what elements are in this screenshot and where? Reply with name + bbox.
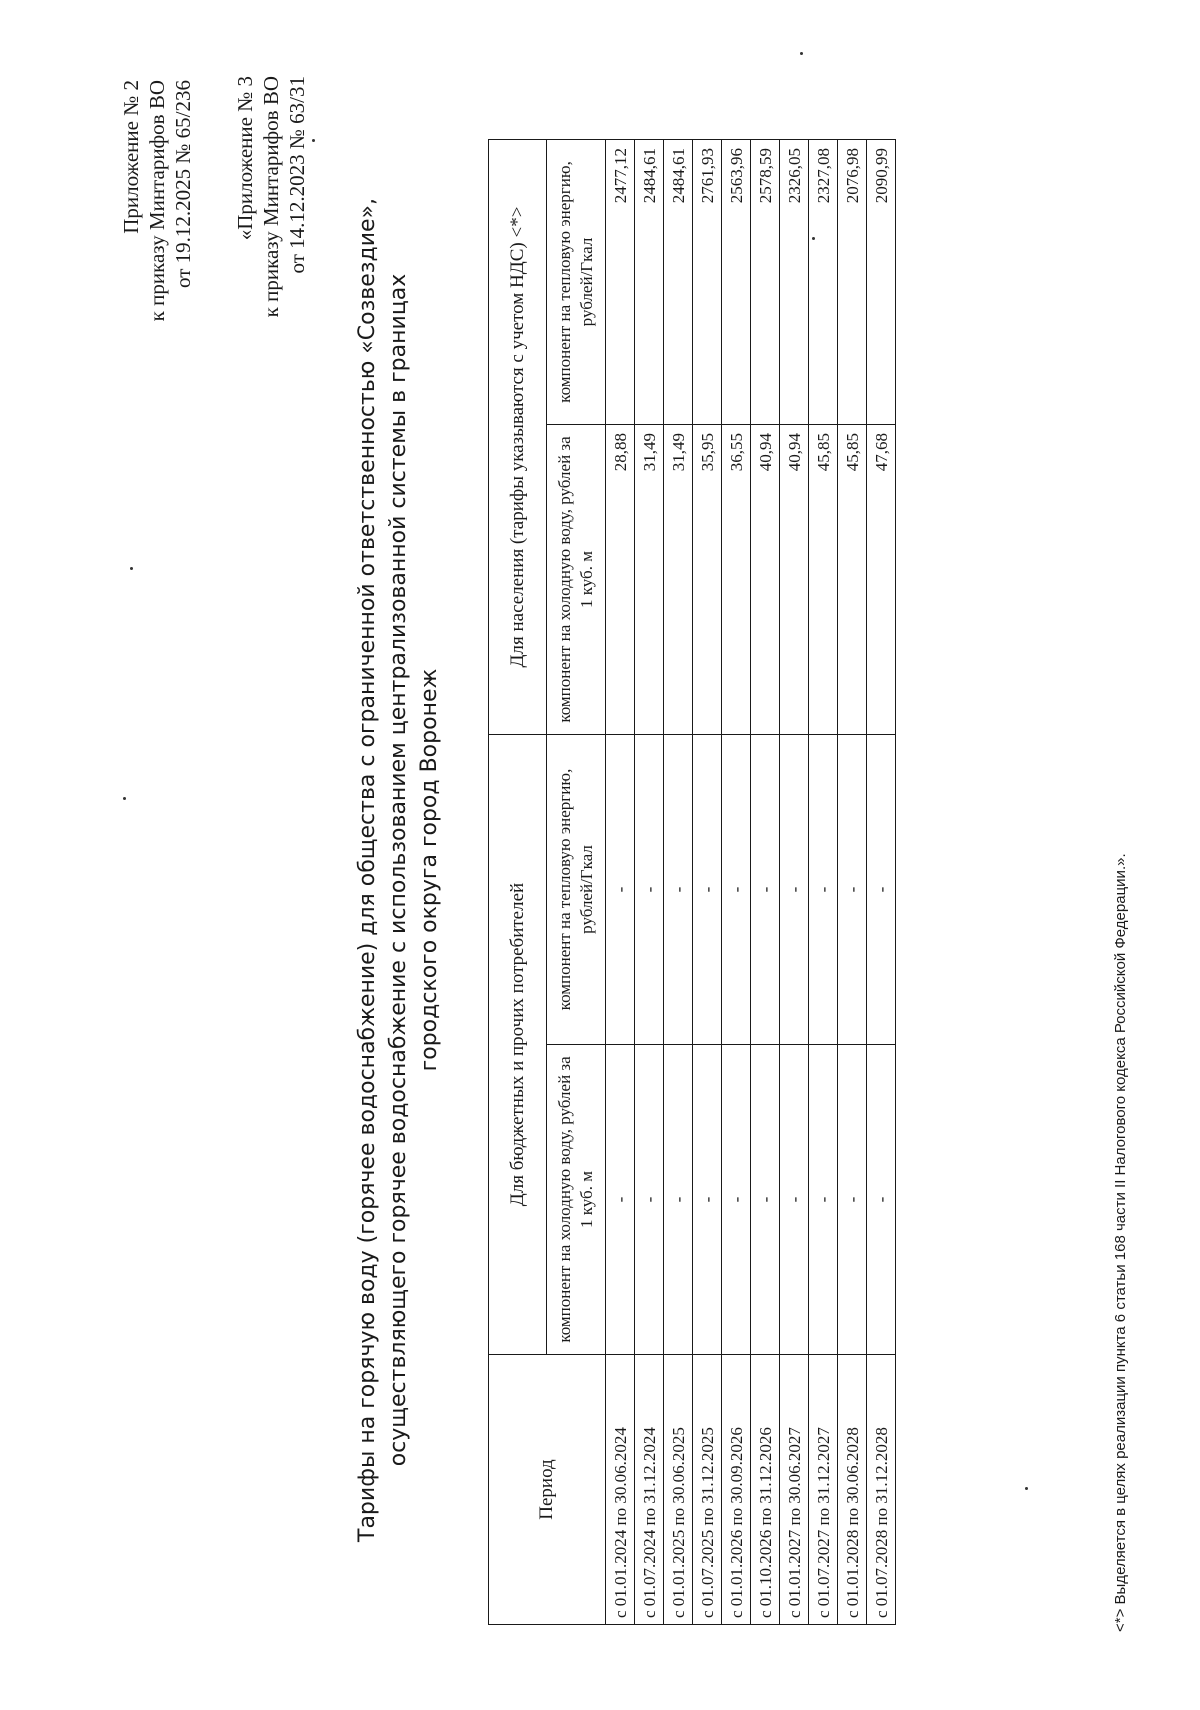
scan-speck [312, 139, 315, 142]
budget-water-cell: - [751, 1045, 780, 1355]
population-heat-cell: 2484,61 [664, 140, 693, 425]
scan-speck [800, 52, 803, 55]
annex-reference-previous [232, 76, 310, 496]
scan-speck [123, 797, 126, 800]
header-period: Период [489, 1355, 606, 1625]
population-heat-cell: 2327,08 [809, 140, 838, 425]
period-cell: с 01.10.2026 по 31.12.2026 [751, 1355, 780, 1625]
population-water-cell: 40,94 [751, 425, 780, 735]
population-heat-cell: 2578,59 [751, 140, 780, 425]
period-cell: с 01.07.2024 по 31.12.2024 [635, 1355, 664, 1625]
table-row [780, 140, 809, 1625]
budget-water-cell: - [693, 1045, 722, 1355]
table-row [751, 140, 780, 1625]
tariff-table [488, 139, 896, 1625]
budget-water-cell: - [722, 1045, 751, 1355]
budget-water-cell: - [664, 1045, 693, 1355]
title-line: Тарифы на горячую воду (горячее водоснабжение) для общества с ограниченной ответственностью «Созвездие», [355, 198, 380, 1542]
table-row [693, 140, 722, 1625]
header-budget-heat: компонент на тепловую энергию, рублей/Гкал [547, 735, 606, 1045]
annex-number: Приложение № 2 [119, 80, 143, 234]
budget-heat-cell: - [693, 735, 722, 1045]
scan-speck [1025, 1487, 1028, 1490]
population-heat-cell: 2477,12 [606, 140, 635, 425]
table-row [635, 140, 664, 1625]
period-cell: с 01.07.2027 по 31.12.2027 [809, 1355, 838, 1625]
population-water-cell: 31,49 [635, 425, 664, 735]
period-cell: с 01.01.2026 по 30.09.2026 [722, 1355, 751, 1625]
title-line: городского округа город Воронеж [417, 668, 442, 1072]
budget-heat-cell: - [809, 735, 838, 1045]
budget-heat-cell: - [780, 735, 809, 1045]
population-water-cell: 31,49 [664, 425, 693, 735]
annex-order-ref: к приказу Минтарифов ВО [145, 80, 169, 322]
budget-water-cell: - [606, 1045, 635, 1355]
header-budget-cold-water: компонент на холодную воду, рублей за 1 куб. м [547, 1045, 606, 1355]
period-cell: с 01.07.2025 по 31.12.2025 [693, 1355, 722, 1625]
scan-speck [812, 237, 815, 240]
header-group-budget: Для бюджетных и прочих потребителей [489, 735, 547, 1355]
budget-water-cell: - [780, 1045, 809, 1355]
period-cell: с 01.01.2024 по 30.06.2024 [606, 1355, 635, 1625]
scan-speck [130, 567, 133, 570]
title-line: осуществляющего горячее водоснабжение с использованием централизованной системы в границах [386, 273, 411, 1467]
population-heat-cell: 2326,05 [780, 140, 809, 425]
budget-heat-cell: - [664, 735, 693, 1045]
population-water-cell: 45,85 [838, 425, 867, 735]
budget-heat-cell: - [606, 735, 635, 1045]
budget-water-cell: - [635, 1045, 664, 1355]
population-water-cell: 40,94 [780, 425, 809, 735]
annex-number: «Приложение № 3 [233, 76, 257, 241]
period-cell: с 01.01.2028 по 30.06.2028 [838, 1355, 867, 1625]
table-row [606, 140, 635, 1625]
population-water-cell: 35,95 [693, 425, 722, 735]
budget-heat-cell: - [751, 735, 780, 1045]
population-heat-cell: 2076,98 [838, 140, 867, 425]
table-row [838, 140, 867, 1625]
period-cell: с 01.01.2027 по 30.06.2027 [780, 1355, 809, 1625]
table-row [867, 140, 896, 1625]
budget-heat-cell: - [867, 735, 896, 1045]
header-population-cold-water: компонент на холодную воду, рублей за 1 куб. м [547, 425, 606, 735]
period-cell: с 01.07.2028 по 31.12.2028 [867, 1355, 896, 1625]
table-row [809, 140, 838, 1625]
header-population-heat: компонент на тепловую энергию, рублей/Гкал [547, 140, 606, 425]
annex-order-date: от 19.12.2025 № 65/236 [171, 80, 195, 289]
document-title [352, 180, 445, 1560]
budget-heat-cell: - [838, 735, 867, 1045]
annex-reference-current [118, 80, 196, 500]
population-heat-cell: 2090,99 [867, 140, 896, 425]
budget-water-cell: - [809, 1045, 838, 1355]
budget-heat-cell: - [722, 735, 751, 1045]
population-water-cell: 47,68 [867, 425, 896, 735]
population-water-cell: 28,88 [606, 425, 635, 735]
population-heat-cell: 2563,96 [722, 140, 751, 425]
annex-order-ref: к приказу Минтарифов ВО [259, 76, 283, 318]
annex-order-date: от 14.12.2023 № 63/31 [285, 76, 309, 274]
table-row [664, 140, 693, 1625]
population-heat-cell: 2484,61 [635, 140, 664, 425]
population-water-cell: 36,55 [722, 425, 751, 735]
period-cell: с 01.01.2025 по 30.06.2025 [664, 1355, 693, 1625]
population-water-cell: 45,85 [809, 425, 838, 735]
budget-water-cell: - [838, 1045, 867, 1355]
population-heat-cell: 2761,93 [693, 140, 722, 425]
budget-water-cell: - [867, 1045, 896, 1355]
footnote: <*> Выделяется в целях реализации пункта 6 статьи 168 части II Налогового кодекса Российской Федерации.». [1112, 853, 1129, 1632]
budget-heat-cell: - [635, 735, 664, 1045]
header-group-population: Для населения (тарифы указываются с учетом НДС) <*> [489, 140, 547, 735]
table-row [722, 140, 751, 1625]
